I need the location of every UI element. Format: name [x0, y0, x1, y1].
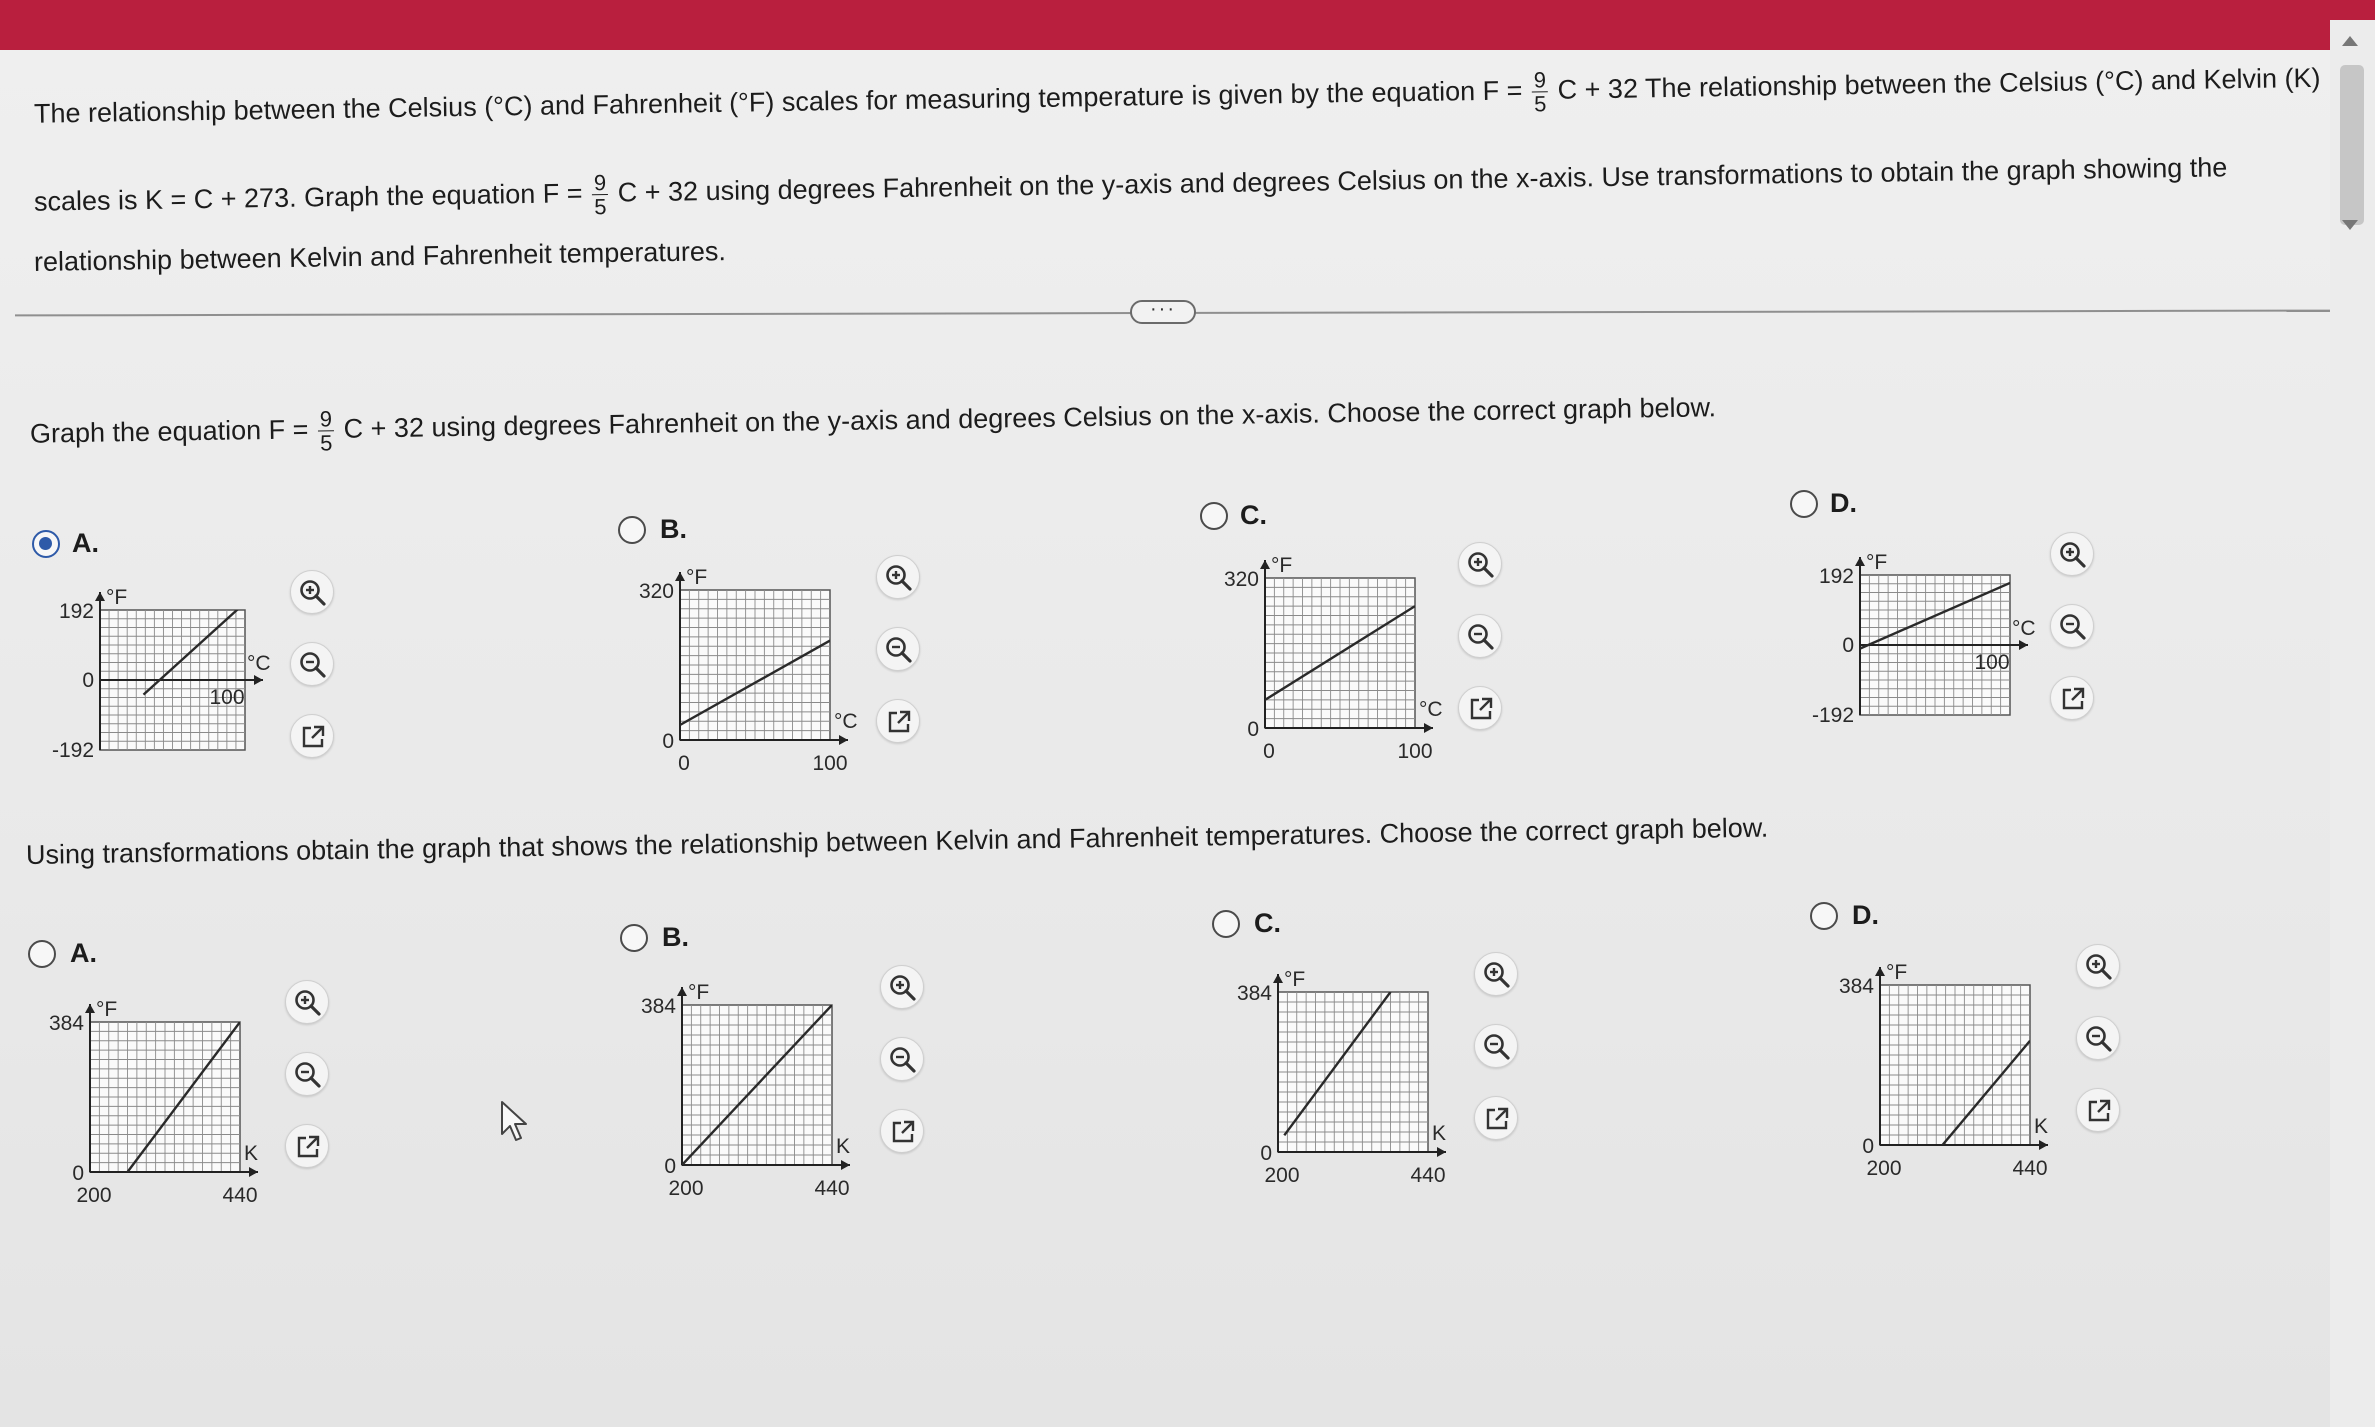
- question1-graph-b: [638, 566, 858, 775]
- scroll-thumb[interactable]: [2340, 65, 2364, 225]
- question1-graph-svg-d: [1811, 551, 2036, 727]
- axis-label-x-zero: 0: [1263, 740, 1275, 763]
- axis-label-y-bottom: -192: [1811, 704, 1854, 727]
- scrollbar[interactable]: [2330, 20, 2375, 1427]
- scroll-up-arrow-icon[interactable]: [2342, 36, 2358, 46]
- intro-text: C + 32 using degrees Fahrenheit on the y-axis and degrees Celsius on the x-axis. Use transformations to obtain the graph showing the: [617, 152, 2228, 208]
- open-new-window-icon: [888, 1117, 918, 1147]
- prompt-text: Graph the equation F =: [29, 414, 309, 449]
- question2-option-label-d[interactable]: D.: [1852, 900, 1879, 930]
- question1-graph-svg-c: [1223, 554, 1443, 763]
- open-new-window-icon: [884, 707, 914, 737]
- intro-line-3: relationship between Kelvin and Fahrenheit temperatures.: [33, 236, 727, 277]
- zoom-out-icon: [298, 650, 328, 680]
- question2-graph-svg-a: [48, 998, 259, 1207]
- question2-graph-c: [1236, 968, 1447, 1187]
- question1-graph-c: [1223, 554, 1443, 763]
- question1-radio-d[interactable]: [1790, 490, 1818, 518]
- question2-option-label-c[interactable]: C.: [1254, 908, 1281, 938]
- intro-text: The relationship between the Celsius (°C) and Fahrenheit (°F) scales for measuring temperature is given by the equation F =: [33, 75, 1523, 129]
- prompt-text: C + 32 using degrees Fahrenheit on the y-axis and degrees Celsius on the x-axis. Choose the correct graph below.: [343, 392, 1717, 444]
- axis-label-x-axis: °C: [2012, 617, 2036, 640]
- zoom-out-icon: [888, 1045, 918, 1075]
- zoom-out-button[interactable]: [2050, 604, 2094, 648]
- axis-label-x-axis: K: [244, 1142, 259, 1165]
- zoom-out-button[interactable]: [2076, 1016, 2120, 1060]
- mouse-cursor-icon: [500, 1100, 530, 1144]
- axis-label-y-mid: 0: [1842, 634, 1854, 657]
- axis-label-y-axis: °F: [1866, 551, 1888, 574]
- axis-label-y-top: 384: [640, 995, 676, 1018]
- zoom-out-icon: [884, 635, 914, 665]
- zoom-out-icon: [293, 1060, 323, 1090]
- question1-option-label-d[interactable]: D.: [1830, 488, 1857, 518]
- zoom-in-icon: [1466, 550, 1496, 580]
- fraction-nine-fifths: [318, 407, 335, 454]
- zoom-out-button[interactable]: [876, 627, 920, 671]
- zoom-out-icon: [1466, 622, 1496, 652]
- zoom-in-icon: [888, 973, 918, 1003]
- question1-graph-svg-a: [51, 586, 271, 762]
- zoom-in-icon: [298, 578, 328, 608]
- zoom-in-button[interactable]: [285, 980, 329, 1024]
- question2-radio-c[interactable]: [1212, 910, 1240, 938]
- fraction-nine-fifths: [592, 171, 609, 218]
- zoom-in-icon: [884, 563, 914, 593]
- axis-label-y-axis: °F: [686, 566, 708, 589]
- axis-label-x-end: 440: [1410, 1164, 1446, 1187]
- frac-num: 9: [592, 171, 609, 195]
- axis-label-y-axis: °F: [1886, 961, 1908, 984]
- frac-den: 5: [1533, 91, 1547, 117]
- zoom-in-icon: [2058, 540, 2088, 570]
- axis-label-x-start: 200: [1264, 1164, 1300, 1187]
- frac-den: 5: [319, 430, 333, 456]
- question1-graph-d: [1811, 551, 2036, 730]
- open-new-window-button[interactable]: [1474, 1096, 1518, 1140]
- axis-label-x-end: 440: [222, 1184, 258, 1207]
- frac-den: 5: [594, 194, 607, 220]
- open-new-window-button[interactable]: [876, 699, 920, 743]
- question2-radio-b[interactable]: [620, 924, 648, 952]
- axis-label-x-end: 100: [1974, 651, 2010, 674]
- zoom-out-icon: [2084, 1024, 2114, 1054]
- more-button[interactable]: ···: [1130, 300, 1196, 324]
- axis-label-x-axis: °C: [834, 710, 858, 733]
- axis-label-y-zero: 0: [72, 1162, 84, 1185]
- zoom-out-icon: [1482, 1032, 1512, 1062]
- intro-text: C + 32 The relationship between the Celsius (°C) and Kelvin (K): [1557, 62, 2321, 105]
- open-new-window-icon: [2058, 684, 2088, 714]
- zoom-in-button[interactable]: [876, 555, 920, 599]
- question2-graph-svg-c: [1236, 968, 1447, 1187]
- question1-option-label-b[interactable]: B.: [660, 514, 687, 544]
- question1-radio-b[interactable]: [618, 516, 646, 544]
- zoom-in-button[interactable]: [290, 570, 334, 614]
- question2-option-label-b[interactable]: B.: [662, 922, 689, 952]
- zoom-out-button[interactable]: [290, 642, 334, 686]
- axis-label-y-bottom: -192: [51, 739, 94, 762]
- zoom-out-button[interactable]: [880, 1037, 924, 1081]
- axis-label-x-axis: K: [836, 1135, 851, 1158]
- question1-option-label-a[interactable]: A.: [72, 528, 99, 558]
- axis-label-y-zero: 0: [664, 1155, 676, 1178]
- axis-label-y-top: 384: [48, 1012, 84, 1035]
- frac-num: 9: [1532, 68, 1549, 92]
- axis-label-y-axis: °F: [96, 998, 118, 1021]
- question2-graph-svg-b: [640, 981, 851, 1200]
- open-new-window-button[interactable]: [1458, 686, 1502, 730]
- axis-label-x-axis: K: [2034, 1115, 2049, 1138]
- axis-label-y-axis: °F: [106, 586, 128, 609]
- zoom-out-button[interactable]: [1474, 1024, 1518, 1068]
- fraction-nine-fifths: [1532, 68, 1549, 115]
- zoom-in-button[interactable]: [1474, 952, 1518, 996]
- axis-label-y-zero: 0: [1862, 1135, 1874, 1158]
- axis-label-y-axis: °F: [1271, 554, 1293, 577]
- axis-label-x-axis: °C: [1419, 698, 1443, 721]
- open-new-window-button[interactable]: [2050, 676, 2094, 720]
- question2-option-label-a[interactable]: A.: [70, 938, 97, 968]
- intro-text: scales is K = C + 273. Graph the equation F =: [33, 178, 583, 217]
- zoom-in-button[interactable]: [1458, 542, 1502, 586]
- question1-option-label-c[interactable]: C.: [1240, 500, 1267, 530]
- open-new-window-icon: [2084, 1096, 2114, 1126]
- axis-label-x-start: 200: [76, 1184, 112, 1207]
- zoom-out-button[interactable]: [1458, 614, 1502, 658]
- question1-graph-a: [51, 586, 271, 765]
- open-new-window-icon: [293, 1132, 323, 1162]
- axis-label-y-zero: 0: [1260, 1142, 1272, 1165]
- axis-label-y-zero: 0: [662, 730, 674, 753]
- zoom-in-icon: [293, 988, 323, 1018]
- axis-label-y-zero: 0: [1247, 718, 1259, 741]
- open-new-window-button[interactable]: [290, 714, 334, 758]
- open-new-window-icon: [298, 722, 328, 752]
- open-new-window-button[interactable]: [285, 1124, 329, 1168]
- axis-label-x-axis: °C: [247, 652, 271, 675]
- axis-label-y-top: 320: [638, 580, 674, 603]
- open-new-window-icon: [1466, 694, 1496, 724]
- zoom-out-icon: [2058, 612, 2088, 642]
- axis-label-x-end: 100: [209, 686, 245, 709]
- axis-label-x-start: 200: [668, 1177, 704, 1200]
- axis-label-x-start: 200: [1866, 1157, 1902, 1180]
- question1-radio-a[interactable]: [32, 530, 60, 558]
- axis-label-y-top: 320: [1223, 568, 1259, 591]
- axis-label-x-end: 440: [814, 1177, 850, 1200]
- question1-radio-c[interactable]: [1200, 502, 1228, 530]
- question2-radio-d[interactable]: [1810, 902, 1838, 930]
- question2-graph-svg-d: [1838, 961, 2049, 1180]
- axis-label-y-top: 384: [1838, 975, 1874, 998]
- zoom-in-button[interactable]: [2050, 532, 2094, 576]
- axis-label-y-mid: 0: [82, 669, 94, 692]
- axis-label-y-top: 384: [1236, 982, 1272, 1005]
- axis-label-x-end: 440: [2012, 1157, 2048, 1180]
- zoom-out-button[interactable]: [285, 1052, 329, 1096]
- question2-graph-a: [48, 998, 259, 1207]
- question2-graph-b: [640, 981, 851, 1200]
- axis-label-y-top: 192: [1818, 565, 1854, 588]
- axis-label-x-axis: K: [1432, 1122, 1447, 1145]
- axis-label-x-end: 100: [812, 752, 848, 775]
- axis-label-x-end: 100: [1397, 740, 1433, 763]
- zoom-in-icon: [2084, 952, 2114, 982]
- scroll-down-arrow-icon[interactable]: [2342, 220, 2358, 230]
- axis-label-y-axis: °F: [1284, 968, 1306, 991]
- zoom-in-button[interactable]: [880, 965, 924, 1009]
- zoom-in-button[interactable]: [2076, 944, 2120, 988]
- open-new-window-button[interactable]: [2076, 1088, 2120, 1132]
- question2-graph-d: [1838, 961, 2049, 1180]
- axis-label-y-top: 192: [58, 600, 94, 623]
- open-new-window-icon: [1482, 1104, 1512, 1134]
- axis-label-y-axis: °F: [688, 981, 710, 1004]
- open-new-window-button[interactable]: [880, 1109, 924, 1153]
- question2-radio-a[interactable]: [28, 940, 56, 968]
- frac-num: 9: [318, 407, 335, 431]
- axis-label-x-zero: 0: [678, 752, 690, 775]
- question1-graph-svg-b: [638, 566, 858, 775]
- question2-prompt: Using transformations obtain the graph that shows the relationship between Kelvin and Fahrenheit temperatures. Choose the correct graph below.: [25, 812, 1769, 870]
- zoom-in-icon: [1482, 960, 1512, 990]
